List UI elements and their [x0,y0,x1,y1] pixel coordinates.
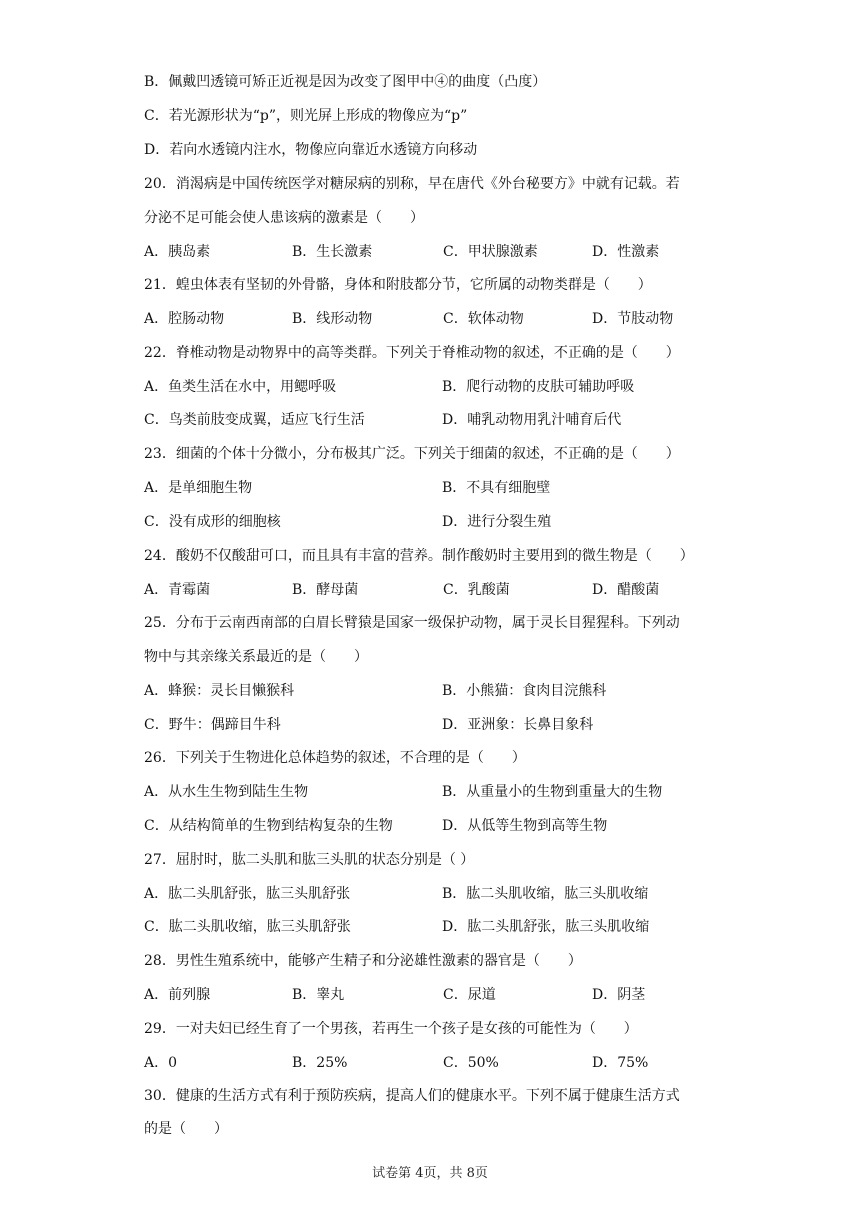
question-19-option-d: D．若向水透镜内注水，物像应向靠近水透镜方向移动 [144,142,478,158]
question-20-stem: 20．消渴病是中国传统医学对糖尿病的别称，早在唐代《外台秘要方》中就有记载。若 [144,176,680,192]
option-c: C．野牛：偶蹄目牛科 [144,717,281,733]
question-22-stem: 22．脊椎动物是动物界中的高等类群。下列关于脊椎动物的叙述，不正确的是（ ） [144,345,680,361]
option-d: D．哺乳动物用乳汁哺育后代 [442,412,622,428]
option-a: A．是单细胞生物 [144,480,253,496]
option-d: D．醋酸菌 [592,582,660,598]
question-24-stem: 24．酸奶不仅酸甜可口，而且具有丰富的营养。制作酸奶时主要用到的微生物是（ ） [144,548,694,564]
option-d: D．肱二头肌舒张，肱三头肌收缩 [442,919,650,935]
option-d: D．性激素 [592,244,660,260]
question-25-stem: 25．分布于云南西南部的白眉长臂猿是国家一级保护动物，属于灵长目猩猩科。下列动 [144,615,680,631]
question-29-stem: 29．一对夫妇已经生育了一个男孩，若再生一个孩子是女孩的可能性为（ ） [144,1021,638,1037]
option-b: B．线形动物 [292,311,373,327]
option-d: D．从低等生物到高等生物 [442,818,608,834]
question-30-stem-continued: 的是（ ） [144,1121,228,1137]
option-a: A．蜂猴：灵长目懒猴科 [144,683,295,699]
option-b: B．小熊猫：食肉目浣熊科 [442,683,607,699]
question-19-option-b: B．佩戴凹透镜可矫正近视是因为改变了图甲中④的曲度（凸度） [144,74,547,90]
option-a: A．鱼类生活在水中，用鳃呼吸 [144,379,337,395]
question-26-stem: 26．下列关于生物进化总体趋势的叙述，不合理的是（ ） [144,750,526,766]
option-a: A．腔肠动物 [144,311,225,327]
option-a: A．0 [144,1055,178,1071]
option-d: D．阴茎 [592,987,646,1003]
question-20-stem-continued: 分泌不足可能会使人患该病的激素是（ ） [144,210,424,226]
option-b: B．25% [292,1055,348,1071]
option-b: B．酵母菌 [292,582,359,598]
option-a: A．前列腺 [144,987,211,1003]
option-b: B．生长激素 [292,244,373,260]
question-25-stem-continued: 物中与其亲缘关系最近的是（ ） [144,649,368,665]
option-b: B．不具有细胞壁 [442,480,551,496]
option-b: B．睾丸 [292,987,345,1003]
option-a: A．肱二头肌舒张，肱三头肌舒张 [144,886,351,902]
option-c: C．肱二头肌收缩，肱三头肌舒张 [144,919,351,935]
option-d: D．进行分裂生殖 [442,514,552,530]
option-b: B．从重量小的生物到重量大的生物 [442,784,663,800]
option-d: D．亚洲象：长鼻目象科 [442,717,594,733]
option-c: C．从结构简单的生物到结构复杂的生物 [144,818,393,834]
question-28-stem: 28．男性生殖系统中，能够产生精子和分泌雄性激素的器官是（ ） [144,953,582,969]
question-19-option-c: C．若光源形状为“p”，则光屏上形成的物像应为“p” [144,108,468,124]
option-c: C．尿道 [443,987,496,1003]
option-a: A．胰岛素 [144,244,211,260]
option-c: C．50% [443,1055,499,1071]
option-c: C．鸟类前肢变成翼，适应飞行生活 [144,412,365,428]
option-d: D．75% [592,1055,649,1071]
option-d: D．节肢动物 [592,311,674,327]
option-b: B．爬行动物的皮肤可辅助呼吸 [442,379,635,395]
option-c: C．没有成形的细胞核 [144,514,281,530]
option-c: C．甲状腺激素 [443,244,538,260]
question-27-stem: 27．屈肘时，肱二头肌和肱三头肌的状态分别是（ ） [144,852,475,868]
question-21-stem: 21．蝗虫体表有坚韧的外骨骼，身体和附肢都分节，它所属的动物类群是（ ） [144,277,652,293]
option-c: C．乳酸菌 [443,582,510,598]
option-a: A．青霉菌 [144,582,211,598]
option-c: C．软体动物 [443,311,524,327]
option-b: B．肱二头肌收缩，肱三头肌收缩 [442,886,649,902]
question-23-stem: 23．细菌的个体十分微小，分布极其广泛。下列关于细菌的叙述，不正确的是（ ） [144,446,680,462]
option-a: A．从水生生物到陆生生物 [144,784,309,800]
page-footer: 试卷第 4页，共 8页 [372,1166,488,1181]
question-30-stem: 30．健康的生活方式有利于预防疾病，提高人们的健康水平。下列不属于健康生活方式 [144,1088,680,1104]
